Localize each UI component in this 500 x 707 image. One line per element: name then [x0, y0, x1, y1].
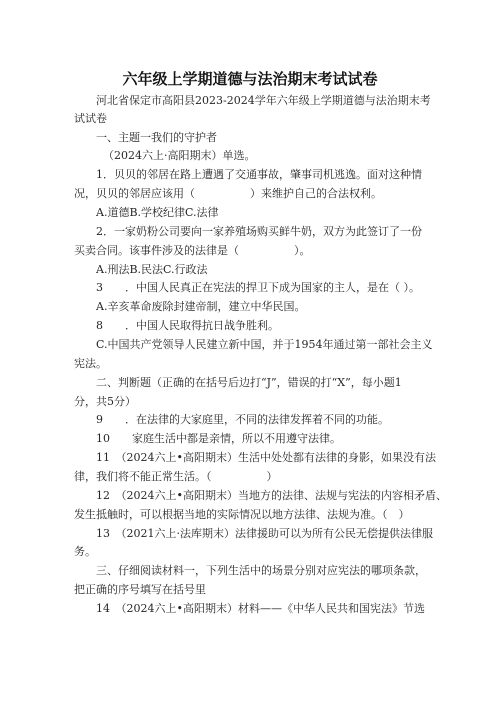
section-heading-1: 一、主题一我们的守护者	[96, 131, 217, 144]
question-14-line: 14 （2024六上•高阳期末）材料——《中华人民共和国宪法》节选	[96, 602, 425, 615]
document-title: 六年级上学期道德与法治期末考试试卷	[122, 70, 378, 88]
question-group-note: （2024六上·高阳期末）单选。	[103, 149, 256, 162]
question-13-line-1: 13 （2021六上·法库期末）法律援助可以为所有公民无偿提供法律服	[96, 527, 433, 540]
question-11-line-2: 律，我们将不能正常生活。（ ）	[74, 470, 278, 483]
question-1-options: A.道德B.学校纪律C.法律	[96, 206, 219, 219]
question-1-line-2: 况，贝贝的邻居应该用（ ）来维护自己的合法权利。	[74, 187, 382, 200]
section-heading-3-line-2: 把正确的序号填写在括号里	[74, 583, 206, 596]
section-heading-3-line-1: 三、仔细阅读材料一，下列生活中的场景分别对应宪法的哪项条款，	[96, 564, 426, 577]
question-3-option-a: A.辛亥革命废除封建帝制，建立中华民国。	[96, 300, 306, 313]
question-2-line-1: 2．一家奶粉公司要向一家养殖场购买鲜牛奶，双方为此签订了一份	[96, 225, 422, 238]
question-12-line-2: 发生抵触时，可以根据当地的实际情况以地方法律、法规为准。（ ）	[74, 508, 410, 521]
question-3-option-c-line-1: C.中国共产党领导人民建立新中国，并于1954年通过第一部社会主义	[96, 338, 433, 351]
question-12-line-1: 12 （2024六上•高阳期末）当地方的法律、法规与宪法的内容相矛盾、	[96, 489, 447, 502]
section-heading-2-line-2: 分，共5分）	[74, 395, 136, 408]
section-heading-2-line-1: 二、判断题（正确的在括号后边打“J”，错误的打“X”，每小题1	[96, 376, 402, 389]
question-1-line-1: 1．贝贝的邻居在路上遭遇了交通事故，肇事司机逃逸。面对这种情	[96, 168, 422, 181]
question-2-line-2: 买卖合同。该事件涉及的法律是（ ）。	[74, 244, 311, 257]
question-11-line-1: 11 （2024六上•高阳期末）生活中处处都有法律的身影，如果没有法	[96, 451, 436, 464]
subtitle-line-2: 试试卷	[74, 112, 107, 125]
question-3-line: 3 ．中国人民真正在宪法的捍卫下成为国家的主人，是在（ ）。	[96, 281, 420, 294]
question-2-options: A.刑法B.民法C.行政法	[96, 263, 208, 276]
subtitle-line-1: 河北省保定市高阳县2023-2024学年六年级上学期道德与法治期末考	[96, 94, 431, 107]
question-3-option-b: 8 ．中国人民取得抗日战争胜利。	[96, 319, 279, 332]
question-10: 10 家庭生活中都是亲情，所以不用遵守法律。	[96, 432, 341, 445]
question-3-option-c-line-2: 宪法。	[74, 357, 107, 370]
question-9: 9 ．在法律的大家庭里，不同的法律发挥着不同的功能。	[96, 413, 389, 426]
question-13-line-2: 务。	[74, 545, 96, 558]
